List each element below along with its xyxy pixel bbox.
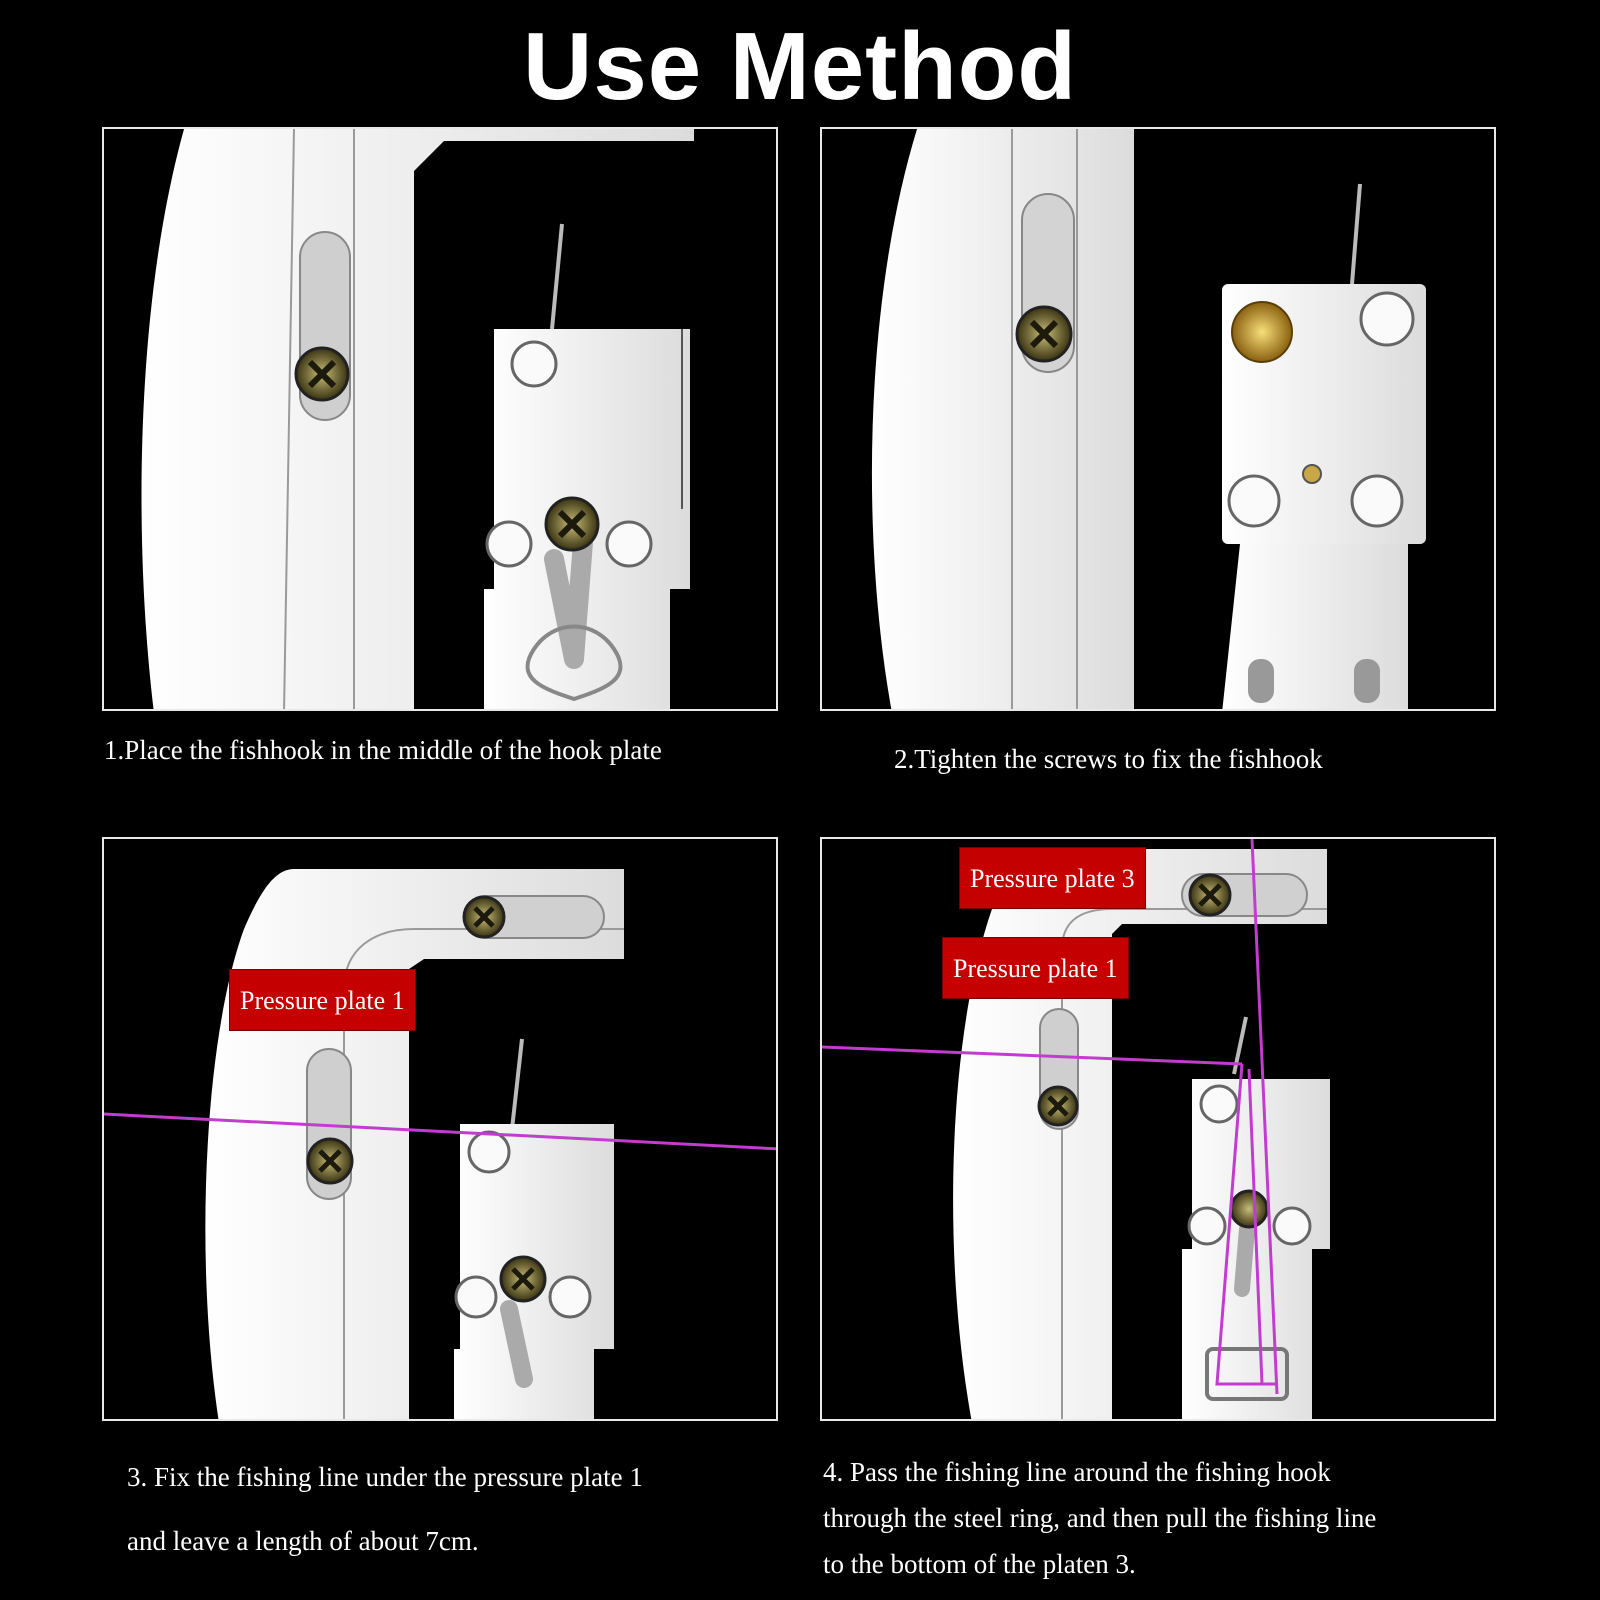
step-4-image: [820, 837, 1496, 1421]
step-4-caption-line-1: 4. Pass the fishing line around the fishing hook: [823, 1457, 1331, 1487]
step-3-caption-line-1: 3. Fix the fishing line under the pressure plate 1: [127, 1462, 643, 1492]
step-4-caption: [823, 1449, 1376, 1587]
page-title: Use Method: [522, 13, 1078, 120]
step-2-image: [820, 127, 1496, 711]
step-4-illustration: [822, 839, 1496, 1421]
step-1-image: [102, 127, 778, 711]
step-1-illustration: [104, 129, 778, 711]
step-3-caption: [127, 1445, 643, 1573]
step-3-illustration: [104, 839, 778, 1421]
step-1-caption: 1.Place the fishhook in the middle of the hook plate: [104, 735, 662, 765]
step-4-caption-line-2: through the steel ring, and then pull the fishing line: [823, 1503, 1377, 1533]
step-3-image: [102, 837, 778, 1421]
pressure-plate-3-label: Pressure plate 3: [959, 847, 1146, 909]
pressure-plate-1-label: Pressure plate 1: [229, 969, 416, 1031]
step-3-caption-line-2: and leave a length of about 7cm.: [127, 1526, 479, 1556]
step-4-caption-line-3: to the bottom of the platen 3.: [823, 1549, 1136, 1579]
step-2-caption: 2.Tighten the screws to fix the fishhook: [894, 744, 1323, 774]
step-2-illustration: [822, 129, 1496, 711]
pressure-plate-1-label: Pressure plate 1: [942, 937, 1129, 999]
